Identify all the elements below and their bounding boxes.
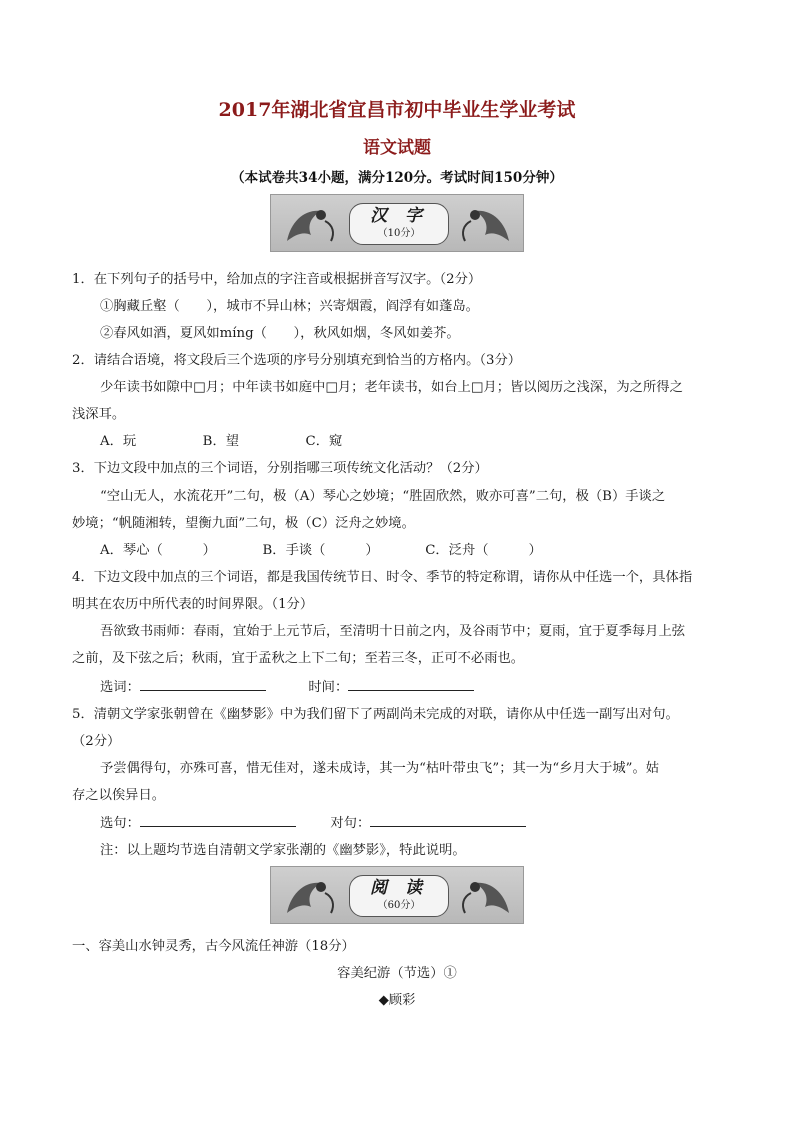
- banner-label: 阅 读 （60分）: [349, 875, 449, 917]
- article-author: ◆顾彩: [378, 993, 416, 1008]
- question-4-passage: 吾欲致书雨师：春雨，宜始于上元节后，至清明十日前之内，及谷雨节中；夏雨，宜于夏季每月上弦: [100, 624, 686, 639]
- question-4-passage-cont: 之前，及下弦之后；秋雨，宜于孟秋之上下二旬；至若三冬，正可不必雨也。: [72, 651, 525, 666]
- exam-note: （本试卷共34小题，满分120分。考试时间150分钟）: [231, 170, 563, 186]
- time-label: 时间：: [308, 680, 349, 695]
- question-4-cont: 明其在农历中所代表的时间界限。（1分）: [72, 597, 314, 612]
- question-3-passage-cont: 妙境；“帆随湘转，望衡九面”二句，极（C）泛舟之妙境。: [72, 516, 415, 531]
- question-3-options: A．琴心（ ） B．手谈（ ） C．泛舟（ ）: [100, 543, 542, 558]
- dragon-ornament-icon: [457, 873, 515, 919]
- time-blank[interactable]: [348, 678, 474, 691]
- question-3: 3．下边文段中加点的三个词语，分别指哪三项传统文化活动？（2分）: [72, 461, 488, 476]
- question-5-answer-row: [100, 812, 526, 831]
- section-banner-yuedu: [270, 866, 524, 924]
- question-3-passage: “空山无人，水流花开”二句，极（A）琴心之妙境；“胜固欣然，败亦可喜”二句，极（B）手谈之: [100, 489, 666, 504]
- question-5: 5．清朝文学家张朝曾在《幽梦影》中为我们留下了两副尚未完成的对联，请你从中任选一副写出对句。: [72, 707, 679, 722]
- section-1-heading: 一、容美山水钟灵秀，古今风流任神游（18分）: [72, 939, 355, 954]
- select-line-label: 选句：: [100, 816, 140, 831]
- dragon-ornament-icon: [281, 201, 339, 247]
- dragon-ornament-icon: [281, 873, 339, 919]
- dragon-ornament-icon: [457, 201, 515, 247]
- couplet-blank[interactable]: [370, 814, 526, 827]
- question-2-options: A．玩 B．望 C．窥: [100, 434, 343, 449]
- select-line-blank[interactable]: [140, 814, 296, 827]
- question-1a: ①胸藏丘壑（ ），城市不异山林；兴寄烟霞，阎浮有如蓬岛。: [100, 299, 479, 314]
- exam-subtitle: 语文试题: [363, 138, 431, 158]
- question-5-cont: （2分）: [72, 734, 121, 749]
- select-word-label: 选词：: [100, 680, 140, 695]
- question-2-passage-cont: 浅深耳。: [72, 407, 126, 422]
- couplet-label: 对句：: [330, 816, 371, 831]
- question-2-passage: 少年读书如隙中□月；中年读书如庭中□月；老年读书，如台上□月；皆以阅历之浅深，为之所得之: [100, 380, 683, 395]
- select-word-blank[interactable]: [140, 678, 266, 691]
- question-2: 2．请结合语境，将文段后三个选项的序号分别填充到恰当的方格内。（3分）: [72, 353, 522, 368]
- section-banner-hanzi: [270, 194, 524, 252]
- question-5-passage-cont: 存之以俟异日。: [72, 788, 166, 803]
- question-5-passage: 予尝偶得句，亦殊可喜，惜无佳对，遂未成诗，其一为“枯叶带虫飞”；其一为“乡月大于城”。姑: [100, 761, 660, 776]
- question-1b: ②春风如酒，夏风如míng（ ），秋风如烟，冬风如姜芥。: [100, 326, 460, 341]
- question-4-answer-row: [100, 676, 474, 695]
- article-title: 容美纪游（节选）①: [337, 966, 457, 981]
- question-1: 1．在下列句子的括号中，给加点的字注音或根据拼音写汉字。（2分）: [72, 272, 482, 287]
- banner-label: 汉 字 （10分）: [349, 203, 449, 245]
- question-4: 4．下边文段中加点的三个词语，都是我国传统节日、时令、季节的特定称谓，请你从中任选一个，具体指: [72, 570, 693, 585]
- source-note: 注：以上题均节选自清朝文学家张潮的《幽梦影》，特此说明。: [100, 843, 466, 858]
- exam-title: 2017年湖北省宜昌市初中毕业生学业考试: [218, 99, 576, 121]
